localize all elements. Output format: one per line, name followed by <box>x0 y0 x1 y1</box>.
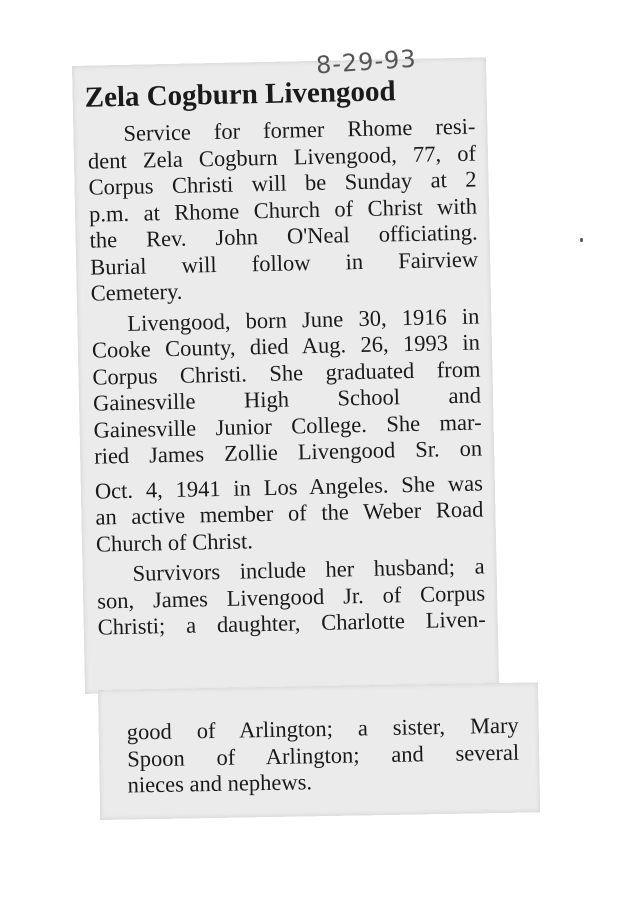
obituary-body <box>87 114 486 642</box>
text-line: Livengood, born June 30, 1916 in <box>127 303 480 336</box>
obituary-clipping-continuation <box>98 682 540 820</box>
text-line: son, James Livengood Jr. of Corpus <box>96 579 486 614</box>
text-line: Corpus Christi will be Sunday at 2 <box>88 166 477 200</box>
text-line: an active member of the Weber Road <box>95 496 484 530</box>
text-line: Corpus Christi. She graduated from <box>92 356 481 390</box>
text-line: Church of Christ. <box>95 527 254 557</box>
text-line: Christi; a daughter, Charlotte Liven- <box>97 606 486 640</box>
text-line: Oct. 4, 1941 in Los Angeles. She was <box>94 469 484 504</box>
handwritten-date: 8-29-93 <box>315 44 418 80</box>
paragraph-service <box>87 114 479 308</box>
text-line: Gainesville High School and <box>92 382 482 416</box>
paragraph-biography <box>91 303 484 558</box>
obituary-clipping-main <box>72 57 499 694</box>
text-line: dent Zela Cogburn Livengood, 77, of <box>87 140 477 174</box>
text-line: good of Arlington; a sister, Mary <box>126 712 519 745</box>
text-line: p.m. at Rhome Church of Christ with <box>88 193 478 227</box>
text-line: the Rev. John O'Neal officiating. <box>89 219 478 253</box>
continuation-body <box>127 713 520 799</box>
text-line: Cooke County, died Aug. 26, 1993 in <box>91 329 481 363</box>
text-line: Spoon of Arlington; and several <box>126 739 520 771</box>
text-line: nieces and nephews. <box>127 769 313 798</box>
text-line: Cemetery. <box>90 278 183 306</box>
text-line: Gainesville Junior College. She mar- <box>93 409 482 443</box>
text-line: Burial will follow in Fairview <box>89 246 479 280</box>
text-line: Service for former Rhome resi- <box>123 113 476 146</box>
text-line: ried James Zollie Livengood Sr. on <box>93 435 483 469</box>
paragraph-survivors <box>96 553 486 641</box>
text-line: Survivors include her husband; a <box>132 553 485 586</box>
obituary-headline: Zela Cogburn Livengood <box>84 75 396 114</box>
scan-speck <box>580 238 583 242</box>
